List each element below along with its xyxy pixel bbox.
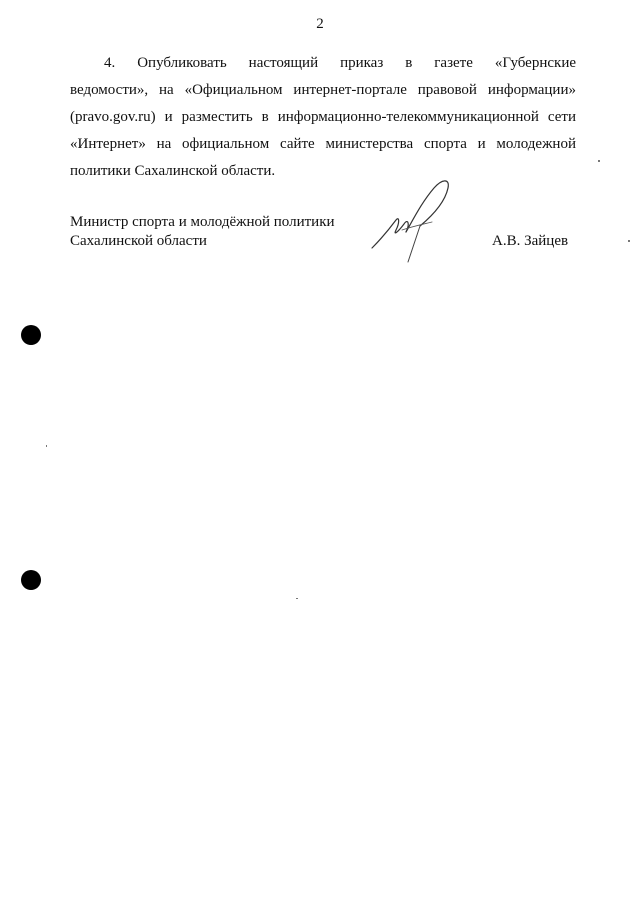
paragraph-line: 4. Опубликовать настоящий приказ в газете «Губернские (104, 55, 576, 71)
paragraph-line: (pravo.gov.ru) и разместить в информационно-телекоммуникационной сети (70, 109, 576, 125)
punch-hole (21, 570, 41, 590)
paragraph-item-4 (70, 50, 576, 185)
scan-speck (628, 240, 630, 242)
signatory-title-line: Министр спорта и молодёжной политики (70, 214, 335, 230)
signatory-name: А.В. Зайцев (492, 233, 569, 249)
scan-speck (296, 598, 298, 599)
handwritten-signature (362, 172, 472, 264)
scan-speck (598, 160, 600, 162)
signatory-title (70, 213, 335, 251)
paragraph-line: ведомости», на «Официальном интернет-портале правовой информации» (70, 82, 576, 98)
paragraph-line: «Интернет» на официальном сайте министерства спорта и молодежной (70, 136, 576, 152)
punch-hole (21, 325, 41, 345)
paragraph-line: политики Сахалинской области. (70, 163, 276, 179)
signatory-title-line: Сахалинской области (70, 233, 207, 249)
page-number: 2 (316, 16, 324, 32)
scan-speck (46, 445, 47, 447)
